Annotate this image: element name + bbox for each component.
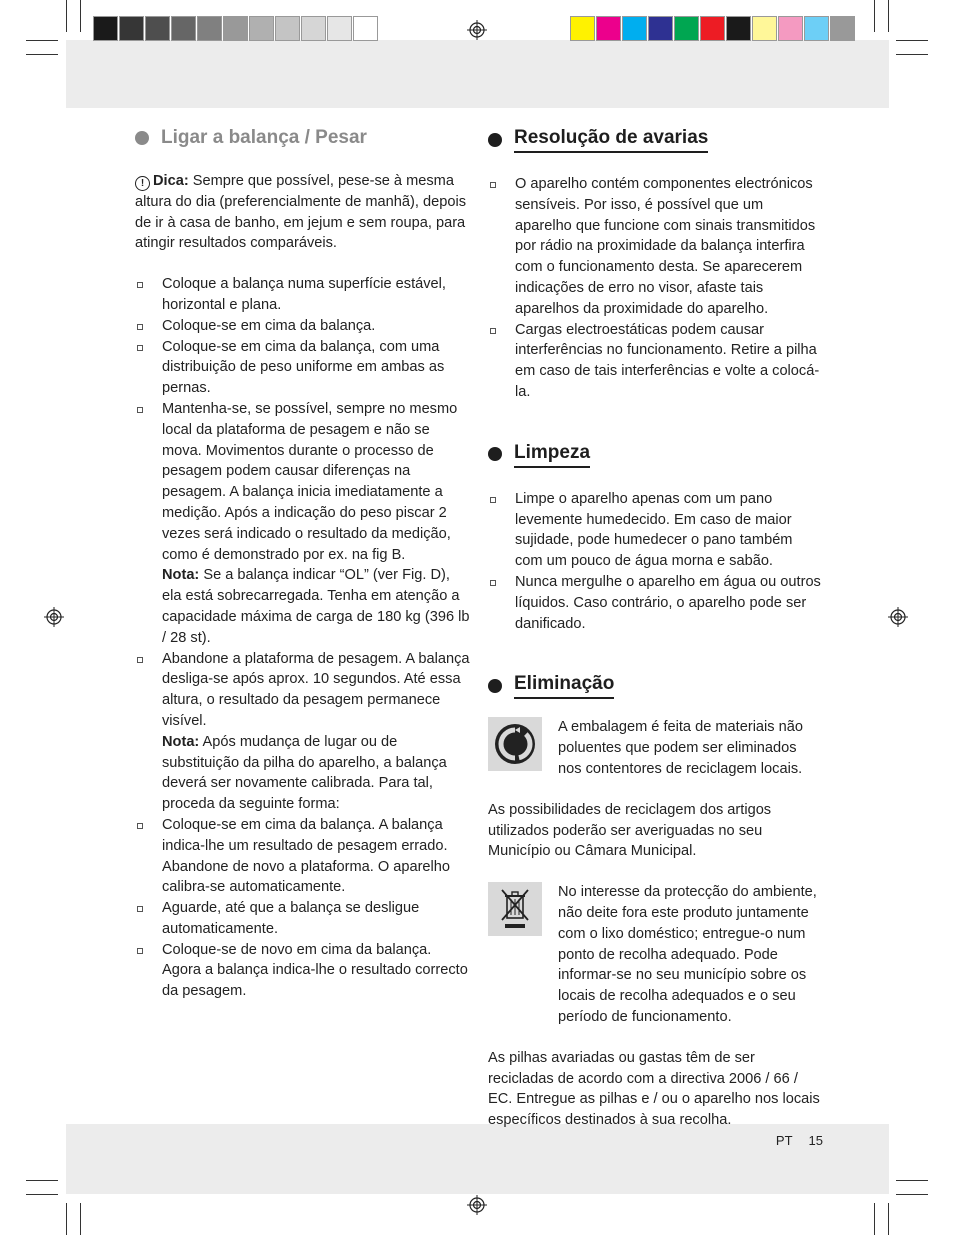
list-item [488,320,823,403]
list-item [135,898,470,940]
list-item-text: Coloque a balança numa superfície estável, horizontal e plana. [162,276,446,313]
note-label: Nota: [162,567,200,584]
checkbox-bullet-icon [490,580,496,586]
color-swatch [778,16,803,41]
note-text: Se a balança indicar “OL” (ver Fig. D), ela está sobrecarregada. Tenha em atenção a capacidade máxima de carga de 180 kg (396 lb / 28 st). [162,567,470,646]
registration-mark-icon [888,607,908,627]
color-swatch [353,16,378,41]
crop-mark [896,40,928,41]
crop-mark [896,1194,928,1195]
crop-mark [80,1203,81,1235]
note-label: Nota: [162,733,200,750]
language-code: PT [775,1133,793,1148]
cleaning-list [488,489,823,635]
color-swatch [301,16,326,41]
grey-swatch-strip [93,16,379,43]
list-item [488,489,823,572]
weighing-steps-list [135,274,470,1002]
color-swatch [119,16,144,41]
warning-icon: ! [135,176,150,191]
checkbox-bullet-icon [137,948,143,954]
checkbox-bullet-icon [137,345,143,351]
color-swatch [327,16,352,41]
crop-mark [80,0,81,32]
list-item-text: Coloque-se em cima da balança. A balança indica-lhe um resultado de pesagem errado. Abandone de novo a plataforma. O aparelho calibra-se automaticamente. [162,816,451,896]
list-item-text: Aguarde, até que a balança se desligue automaticamente. [162,900,420,937]
packaging-block [488,717,823,779]
color-swatch [93,16,118,41]
crop-mark [888,1203,889,1235]
crop-mark [896,54,928,55]
crop-mark [66,1203,67,1235]
weee-text: No interesse da protecção do ambiente, não deite fora este produto juntamente com o lixo doméstico; entregue-o num ponto de recolha adequado. Pode informar-se no seu município sobre os locais de recolha adequados e o seu período de funcionamento. [558,884,817,1025]
heading-text: Eliminação [514,672,614,699]
list-item [135,337,470,399]
weee-block [488,882,823,1028]
bullet-dot-icon [488,447,502,461]
right-column [488,126,823,1131]
color-swatch [752,16,777,41]
section-heading-troubleshooting [488,126,823,153]
recycling-text: As possibilidades de reciclagem dos artigos utilizados poderão ser averiguadas no seu Município ou Câmara Municipal. [488,801,772,860]
header-band [66,40,889,108]
list-item-text: Nunca mergulhe o aparelho em água ou outros líquidos. Caso contrário, o aparelho pode ser danificado. [515,573,821,632]
crop-mark [888,0,889,32]
heading-text: Resolução de avarias [514,126,708,153]
crop-mark [66,0,67,32]
section-heading-cleaning [488,441,823,468]
list-item [135,399,470,649]
crossed-bin-icon [488,882,542,936]
page-footer [776,1133,823,1148]
green-dot-recycling-icon [488,717,542,771]
list-item [135,940,470,1002]
section-heading-disposal [488,672,823,699]
color-swatch [171,16,196,41]
list-item-text: Coloque-se em cima da balança, com uma distribuição de peso uniforme em ambas as pernas. [162,338,445,397]
color-swatch [674,16,699,41]
list-item [135,274,470,316]
registration-mark-icon [44,607,64,627]
crop-mark [26,40,58,41]
color-swatch [622,16,647,41]
color-swatch [570,16,595,41]
list-item-text: Cargas electroestáticas podem causar interferências no funcionamento. Retire a pilha em caso de tais interferências e volte a colocá-la. [515,321,820,400]
troubleshooting-list [488,174,823,403]
registration-mark-icon [467,1195,487,1215]
color-swatch [275,16,300,41]
list-item [135,815,470,898]
tip-text: Sempre que possível, pese-se à mesma altura do dia (preferencialmente de manhã), depois de ir à casa de banho, em jejum e sem roupa, para atingir resultados comparáveis. [135,173,466,252]
checkbox-bullet-icon [137,407,143,413]
list-item-text: Coloque-se de novo em cima da balança. Agora a balança indica-lhe o resultado correcto da pesagem. [162,941,468,1000]
bullet-dot-icon [135,131,149,145]
crop-mark [26,1180,58,1181]
checkbox-bullet-icon [137,282,143,288]
list-item-text: Limpe o aparelho apenas com um pano levemente humedecido. Em caso de maior sujidade, pode humedecer o pano também com um pouco de água morna e sabão. [515,490,793,570]
list-item-text: Coloque-se em cima da balança. [162,317,376,334]
list-item [135,316,470,337]
heading-text: Ligar a balança / Pesar [161,127,367,148]
registration-mark-icon [467,20,487,40]
bullet-dot-icon [488,133,502,147]
tip-paragraph [135,171,470,254]
section-heading-weighing [135,126,470,150]
color-swatch [726,16,751,41]
footer-band [66,1124,889,1194]
checkbox-bullet-icon [137,823,143,829]
color-swatch [830,16,855,41]
color-swatch [700,16,725,41]
crop-mark [26,1194,58,1195]
battery-text: As pilhas avariadas ou gastas têm de ser recicladas de acordo com a directiva 2006 / 66 / EC. Entregue as pilhas e / ou o aparelho nos locais específicos destinados à sua recolha. [488,1049,820,1129]
list-item [488,572,823,634]
page-number: 15 [808,1133,823,1148]
bullet-dot-icon [488,679,502,693]
checkbox-bullet-icon [137,657,143,663]
color-swatch-strip [570,16,856,43]
crop-mark [26,54,58,55]
left-column [135,126,470,1002]
color-swatch [596,16,621,41]
list-item-text: Mantenha-se, se possível, sempre no mesmo local da plataforma de pesagem e não se mova. Movimentos durante o processo de pesagem podem causar diferenças na pesagem. A balança inicia imediatamente a medição. Após a indicação do peso piscar 2 vezes será indicado o resultado da medição, como é demonstrado por ex. na fig B. [162,400,458,563]
heading-text: Limpeza [514,441,590,468]
color-swatch [197,16,222,41]
checkbox-bullet-icon [137,324,143,330]
color-swatch [249,16,274,41]
crop-mark [874,0,875,32]
color-swatch [804,16,829,41]
tip-label: Dica: [153,173,189,189]
checkbox-bullet-icon [490,182,496,188]
checkbox-bullet-icon [490,328,496,334]
checkbox-bullet-icon [137,906,143,912]
color-swatch [145,16,170,41]
note-text: Após mudança de lugar ou de substituição da pilha do aparelho, a balança deverá ser novamente calibrada. Para tal, proceda da seguinte forma: [162,733,447,813]
list-item [488,174,823,320]
list-item-text: Abandone a plataforma de pesagem. A balança desliga-se após aprox. 10 segundos. Até essa altura, o resultado da pesagem permanece visível. [162,650,470,729]
packaging-text: A embalagem é feita de materiais não poluentes que podem ser eliminados nos contentores de reciclagem locais. [558,719,803,777]
color-swatch [648,16,673,41]
checkbox-bullet-icon [490,497,496,503]
list-item-text: O aparelho contém componentes electrónicos sensíveis. Por isso, é possível que um aparelho que funcione com sinais transmitidos por rádio na proximidade da balança interfira com o funcionamento desta. Se aparecerem indicações de erro no visor, afaste tais aparelhos da proximidade do aparelho. [515,176,816,317]
crop-mark [874,1203,875,1235]
crop-mark [896,1180,928,1181]
list-item [135,649,470,815]
color-swatch [223,16,248,41]
